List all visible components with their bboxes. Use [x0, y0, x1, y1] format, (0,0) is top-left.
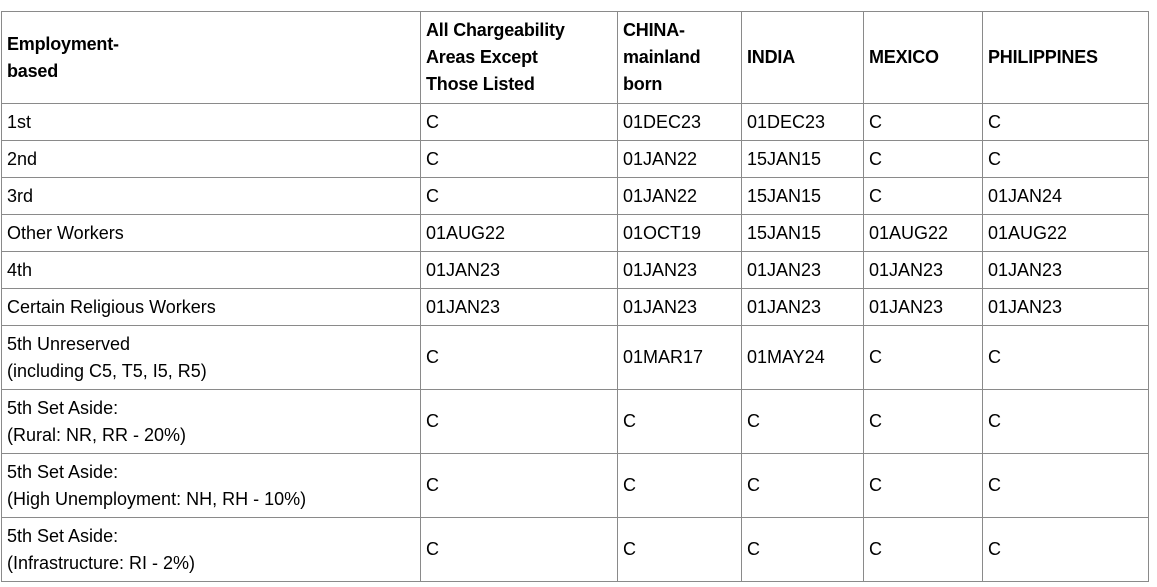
category-text-line: (including C5, T5, I5, R5) [7, 360, 207, 381]
header-row [2, 12, 1149, 104]
table-row [2, 454, 1149, 518]
header-philippines [983, 12, 1149, 104]
date-cell: C [864, 390, 983, 454]
category-text-line: 1st [7, 111, 32, 132]
date-cell: C [742, 390, 864, 454]
header-text-line: All Chargeability [426, 20, 565, 40]
category-text-line: (Rural: NR, RR - 20%) [7, 424, 187, 445]
preference-category-cell [2, 390, 421, 454]
date-cell: C [742, 518, 864, 582]
date-cell: 01JAN23 [421, 289, 618, 326]
header-india [742, 12, 864, 104]
date-cell: C [983, 518, 1149, 582]
date-cell: C [421, 141, 618, 178]
date-cell: 01JAN24 [983, 178, 1149, 215]
preference-category-cell [2, 215, 421, 252]
date-cell: 01JAN23 [421, 252, 618, 289]
date-cell: C [864, 454, 983, 518]
date-cell: 15JAN15 [742, 141, 864, 178]
category-text-line: 5th Set Aside: [7, 461, 119, 482]
date-cell: C [864, 104, 983, 141]
date-cell: C [618, 454, 742, 518]
table-row [2, 141, 1149, 178]
header-china [618, 12, 742, 104]
header-text-line: born [623, 74, 663, 94]
table-row [2, 104, 1149, 141]
table-header [2, 12, 1149, 104]
category-text-line: 4th [7, 259, 33, 280]
table-row [2, 289, 1149, 326]
date-cell: 01JAN23 [618, 252, 742, 289]
date-cell: C [421, 326, 618, 390]
date-cell: C [742, 454, 864, 518]
header-text-line: MEXICO [869, 47, 939, 67]
preference-category-cell [2, 141, 421, 178]
header-text-line: Employment- [7, 33, 119, 54]
date-cell: 01DEC23 [742, 104, 864, 141]
header-text-line: Those Listed [426, 74, 535, 94]
date-cell: C [983, 454, 1149, 518]
header-all-chargeability [421, 12, 618, 104]
category-text-line: 5th Set Aside: [7, 525, 119, 546]
date-cell: C [983, 390, 1149, 454]
preference-category-cell [2, 518, 421, 582]
header-text-line: INDIA [747, 47, 795, 67]
table-row [2, 178, 1149, 215]
category-text-line: 5th Unreserved [7, 333, 131, 354]
date-cell: 15JAN15 [742, 178, 864, 215]
date-cell: C [864, 518, 983, 582]
date-cell: 15JAN15 [742, 215, 864, 252]
date-cell: 01JAN22 [618, 178, 742, 215]
header-employment-based [2, 12, 421, 104]
date-cell: C [421, 104, 618, 141]
date-cell: C [421, 178, 618, 215]
date-cell: C [421, 390, 618, 454]
table-body [2, 104, 1149, 582]
date-cell: 01MAR17 [618, 326, 742, 390]
preference-category-cell [2, 454, 421, 518]
header-text-line: mainland [623, 47, 701, 67]
date-cell: 01DEC23 [618, 104, 742, 141]
table-row [2, 215, 1149, 252]
date-cell: 01AUG22 [421, 215, 618, 252]
date-cell: 01JAN22 [618, 141, 742, 178]
preference-category-cell [2, 326, 421, 390]
final-action-dates-table [1, 11, 1149, 582]
date-cell: C [421, 454, 618, 518]
header-text-line: Areas Except [426, 47, 538, 67]
date-cell: 01OCT19 [618, 215, 742, 252]
date-cell: 01JAN23 [742, 289, 864, 326]
date-cell: 01JAN23 [618, 289, 742, 326]
date-cell: C [983, 104, 1149, 141]
category-text-line: (Infrastructure: RI - 2%) [7, 552, 196, 573]
table-row [2, 326, 1149, 390]
date-cell: 01JAN23 [742, 252, 864, 289]
preference-category-cell [2, 178, 421, 215]
header-text-line: based [7, 60, 59, 81]
date-cell: C [983, 141, 1149, 178]
date-cell: 01AUG22 [983, 215, 1149, 252]
date-cell: C [864, 178, 983, 215]
category-text-line: Other Workers [7, 222, 124, 243]
category-text-line: 5th Set Aside: [7, 397, 119, 418]
date-cell: C [864, 141, 983, 178]
category-text-line: 2nd [7, 148, 38, 169]
date-cell: C [864, 326, 983, 390]
date-cell: 01JAN23 [983, 252, 1149, 289]
preference-category-cell [2, 104, 421, 141]
table-row [2, 518, 1149, 582]
preference-category-cell [2, 252, 421, 289]
header-text-line: CHINA- [623, 20, 685, 40]
date-cell: 01MAY24 [742, 326, 864, 390]
header-text-line: PHILIPPINES [988, 47, 1098, 67]
date-cell: 01JAN23 [864, 289, 983, 326]
table-row [2, 252, 1149, 289]
date-cell: 01JAN23 [864, 252, 983, 289]
category-text-line: 3rd [7, 185, 34, 206]
date-cell: 01JAN23 [983, 289, 1149, 326]
date-cell: C [983, 326, 1149, 390]
category-text-line: Certain Religious Workers [7, 296, 216, 317]
date-cell: C [421, 518, 618, 582]
category-text-line: (High Unemployment: NH, RH - 10%) [7, 488, 307, 509]
date-cell: C [618, 390, 742, 454]
date-cell: C [618, 518, 742, 582]
table-row [2, 390, 1149, 454]
preference-category-cell [2, 289, 421, 326]
date-cell: 01AUG22 [864, 215, 983, 252]
header-mexico [864, 12, 983, 104]
